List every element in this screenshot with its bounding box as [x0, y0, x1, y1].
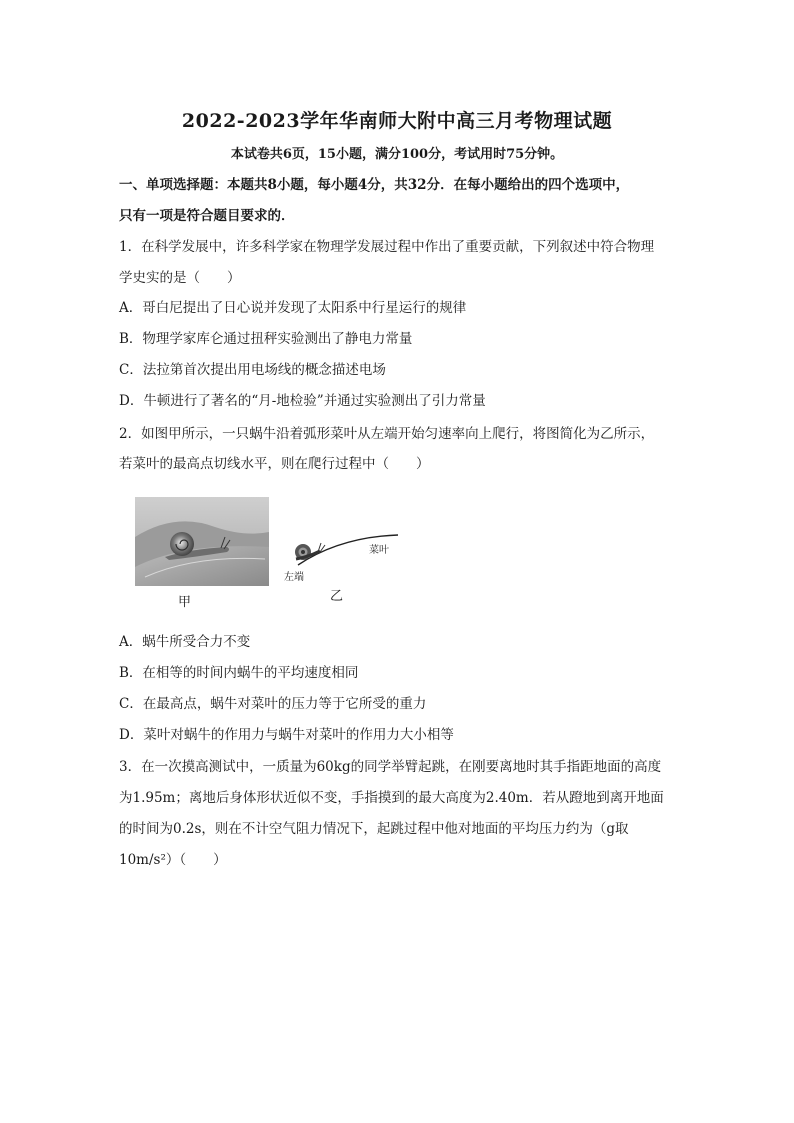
exam-title: 2022-2023学年华南师大附中高三月考物理试题 [181, 110, 613, 132]
figure-label-leaf: 菜叶 [369, 545, 389, 556]
q2-option-b: B．在相等的时间内蜗牛的平均速度相同 [119, 665, 359, 681]
snail-photo-figure [135, 497, 269, 586]
q1-option-d: D．牛顿进行了著名的“月-地检验”并通过实验测出了引力常量 [119, 393, 486, 409]
q1-option-b: B．物理学家库仑通过扭秤实验测出了静电力常量 [119, 331, 413, 347]
q3-stem-line3: 的时间为0.2s，则在不计空气阻力情况下，起跳过程中他对地面的平均压力约为（g取 [119, 821, 629, 837]
figure-label-yi: 乙 [330, 589, 344, 604]
q3-stem-line1: 3．在一次摸高测试中，一质量为60kg的同学举臂起跳，在刚要离地时其手指距地面的高度 [119, 759, 662, 775]
q1-stem-line1: 1．在科学发展中，许多科学家在物理学发展过程中作出了重要贡献，下列叙述中符合物理 [119, 239, 655, 255]
q2-option-d: D．菜叶对蜗牛的作用力与蜗牛对菜叶的作用力大小相等 [119, 727, 454, 743]
q2-option-a: A．蜗牛所受合力不变 [119, 634, 251, 650]
q1-option-c: C．法拉第首次提出用电场线的概念描述电场 [119, 362, 386, 378]
exam-subtitle: 本试卷共6页，15小题，满分100分，考试用时75分钟。 [230, 147, 564, 162]
snail-leaf-diagram [280, 525, 410, 605]
q3-stem-line2: 为1.95m；离地后身体形状近似不变，手指摸到的最大高度为2.40m．若从蹬地到离开地面 [119, 790, 664, 806]
figure-label-left-end: 左端 [284, 572, 304, 583]
section-heading-line2: 只有一项是符合题目要求的． [119, 208, 295, 224]
q3-stem-line4: 10m/s²）（ ） [119, 852, 227, 868]
q2-stem-line2: 若菜叶的最高点切线水平，则在爬行过程中（ ） [119, 456, 430, 472]
figure-label-jia: 甲 [178, 595, 192, 610]
section-heading-line1: 一、单项选择题：本题共8小题，每小题4分，共32分．在每小题给出的四个选项中， [119, 177, 630, 193]
q1-option-a: A．哥白尼提出了日心说并发现了太阳系中行星运行的规律 [119, 300, 467, 316]
q2-stem-line1: 2．如图甲所示，一只蜗牛沿着弧形菜叶从左端开始匀速率向上爬行，将图简化为乙所示， [119, 426, 655, 442]
q1-stem-line2: 学史实的是（ ） [119, 270, 241, 286]
q2-option-c: C．在最高点，蜗牛对菜叶的压力等于它所受的重力 [119, 696, 427, 712]
